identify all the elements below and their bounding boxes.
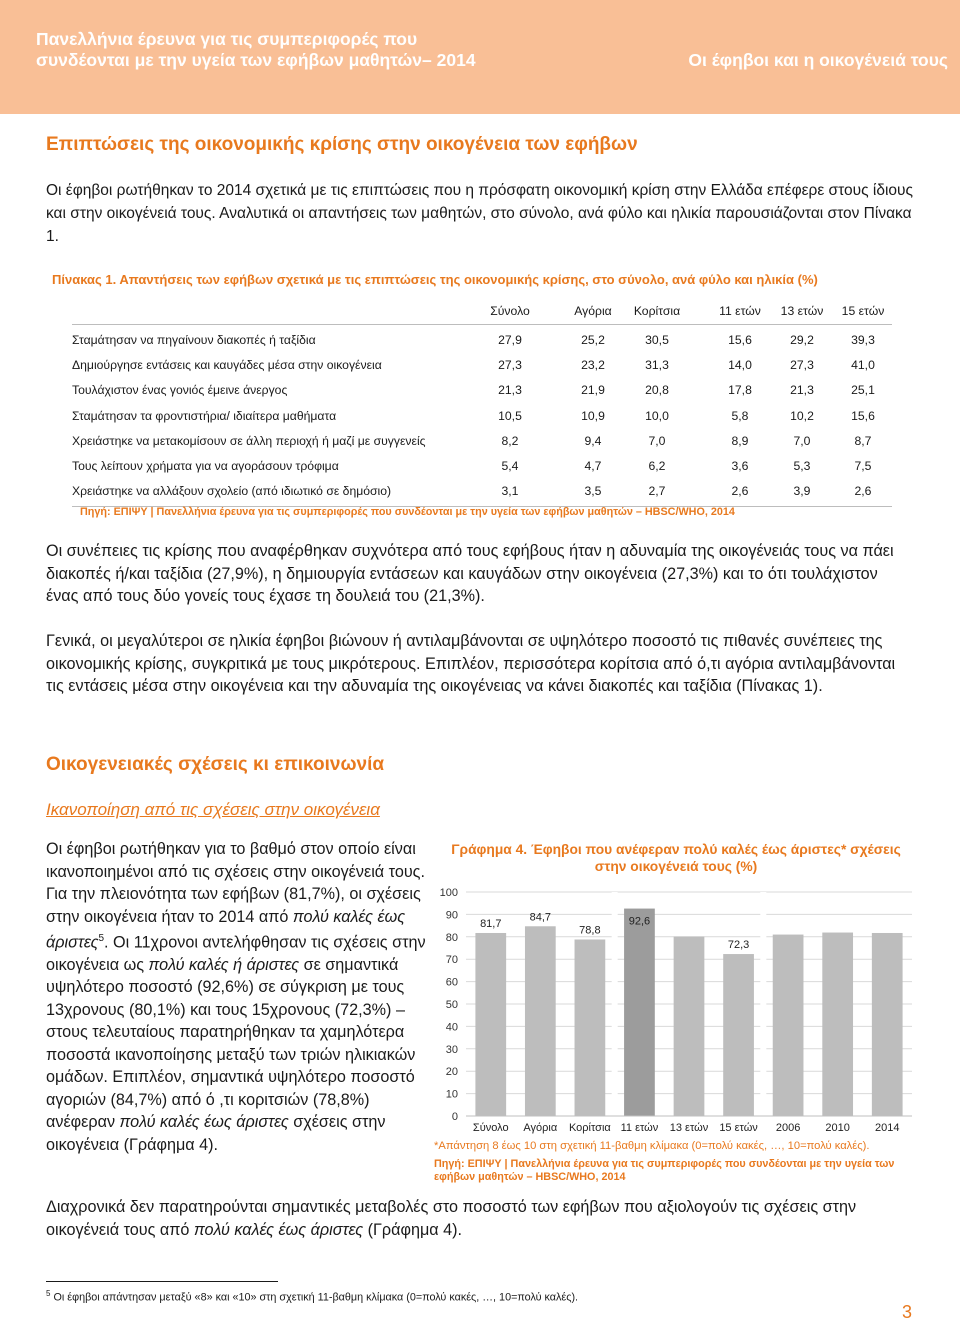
table-cell: 30,5 — [645, 333, 669, 347]
table-cell: 4,7 — [584, 459, 602, 473]
table-cell: 5,8 — [731, 408, 749, 423]
table-cell: 15,6 — [851, 408, 875, 423]
table-cell: 8,2 — [501, 433, 519, 448]
table-cell: 8,7 — [854, 433, 872, 448]
section1-intro: Οι έφηβοι ρωτήθηκαν το 2014 σχετικά με τις επιπτώσεις που η πρόσφατη οικονομική κρίση στην Ελλάδα επέφερε στους ίδιους και στην οικογένειά τους. Αναλυτικά οι απαντήσεις των μαθητών, στο σύνολο, ανά φύλο και ηλικία παρουσιάζονται στον Πίνακα 1. — [46, 182, 913, 245]
table-cell: 10,0 — [645, 408, 669, 423]
table-cell: 41,0 — [851, 358, 875, 373]
left-text-part: σε σημαντικά υψηλότερο ποσοστό (92,6%) σε σύγκριση με τους 13χρονους (80,1%) και τους 15χρονους (72,3%) – στους τελευταίους παρατηρήθηκαν τα χαμηλότερα ποσοστά ικανοποίησης μεταξύ των τριών ηλικιακών ομάδων. Επιπλέον, σημαντικά υψηλότερο ποσοστό αγοριών (84,7%) από ό ,τι κοριτσιών (78,8%) ανέφεραν — [46, 955, 416, 1132]
chart-data-label: 78,8 — [579, 924, 601, 937]
chart-x-tick-label: 15 ετών — [719, 1122, 758, 1134]
chart-bar — [674, 937, 705, 1116]
left-text-part: . Οι 11χρονοι αντελήφθησαν τις σχέσεις στην οικογένεια ως — [46, 933, 426, 974]
table-cell: 7,0 — [648, 433, 666, 448]
table-cell: 20,8 — [645, 383, 669, 398]
table-cell: 31,3 — [645, 358, 669, 373]
table-cell: 2,6 — [854, 484, 872, 499]
chart-y-tick-label: 70 — [445, 954, 458, 967]
chart-x-tick-label: 2014 — [874, 1122, 900, 1134]
chart4-note: *Απάντηση 8 έως 10 στη σχετική 11-βαθμη κλίμακα (0=πολύ κακές, …, 10=πολύ καλές). — [434, 1140, 870, 1152]
table-cell: 3,5 — [584, 484, 602, 499]
chart-bar — [872, 933, 903, 1116]
table1-divider — [72, 324, 892, 325]
page-number: 3 — [902, 1302, 913, 1322]
table-cell: 15,6 — [728, 333, 752, 347]
table-cell: 3,1 — [501, 484, 519, 499]
chart-x-tick-label: Κορίτσια — [568, 1122, 611, 1134]
chart-bar — [525, 926, 556, 1116]
table1-source: Πηγή: ΕΠΙΨΥ | Πανελλήνια έρευνα για τις συμπεριφορές που συνδέονται με την υγεία των εφήβων μαθητών – HBSC/WHO, 2014 — [80, 506, 735, 518]
chart-y-tick-label: 40 — [445, 1021, 458, 1034]
table1-header — [72, 304, 892, 324]
chart-x-tick-label: 2010 — [825, 1122, 850, 1134]
table-cell: 21,9 — [581, 383, 605, 398]
bottom-text-part: Διαχρονικά δεν παρατηρούνται σημαντικές μεταβολές στο ποσοστό των εφήβων που αξιολογούν τις σχέσεις στην οικογένειά τους από — [46, 1198, 857, 1239]
chart-bar — [723, 954, 754, 1116]
table1-caption: Πίνακας 1. Απαντήσεις των εφήβων σχετικά με τις επιπτώσεις της οικονομικής κρίσης, στο σύνολο, ανά φύλο και ηλικία (%) — [52, 272, 818, 287]
table-row-label: Χρειάστηκε να μετακομίσουν σε άλλη περιοχή ή μαζί με συγγενείς — [72, 433, 426, 448]
footnote-number: 5 — [46, 1289, 51, 1298]
chart-data-label: 92,6 — [628, 915, 651, 928]
table-cell: 3,6 — [731, 459, 749, 473]
chart-data-label: 84,7 — [529, 911, 552, 924]
left-text-part: Οι έφηβοι ρωτήθηκαν για το βαθμό στον οποίο είναι ικανοποιημένοι από τις σχέσεις στην οικογένειά τους. Για την πλειονότητα των εφήβων (81,7%), οι σχέσεις στην οικογένεια ήταν το 2014 από — [46, 840, 425, 926]
chart-bar — [773, 935, 804, 1116]
chart-x-tick-label: 13 ετών — [669, 1122, 709, 1134]
section2-left-text — [46, 838, 426, 1156]
table-cell: 17,8 — [728, 383, 752, 398]
table-cell: 6,2 — [648, 459, 666, 473]
chart-bar — [475, 933, 506, 1116]
chart-y-tick-label: 30 — [445, 1043, 458, 1056]
left-text-emphasis: πολύ καλές ή άριστες — [148, 955, 300, 974]
footnote-ref[interactable]: 5 — [98, 933, 105, 944]
body-paragraph-1: Οι συνέπειες τις κρίσης που αναφέρθηκαν συχνότερα από τους εφήβους ήταν η αδυναμία της οικογένειάς τους να πάει διακοπές ή/και ταξίδια (27,9%), η δημιουργία εντάσεων και καυγάδων στην οικογένεια (27,3%) και το ότι τουλάχιστον ένας από τους δύο γονείς τους έχασε τη δουλειά του (21,3%). — [46, 542, 894, 606]
footnote-divider — [46, 1281, 278, 1282]
bottom-text-emphasis: πολύ καλές έως άριστες — [193, 1220, 364, 1239]
chart-y-tick-label: 80 — [445, 931, 458, 944]
chart-y-tick-label: 50 — [445, 999, 458, 1011]
chart-x-tick-label: 2006 — [775, 1122, 801, 1134]
chart-data-label: 72,3 — [727, 939, 750, 952]
body-paragraph-2: Γενικά, οι μεγαλύτεροι σε ηλικία έφηβοι βιώνουν ή αντιλαμβάνονται σε υψηλότερο ποσοστό τις πιθανές συνέπειες της οικονομικής κρίσης, συγκριτικά με τους μικρότερους. Επιπλέον, περισσότερα κορίτσια από ό,τι αγόρια αντιλαμβάνονται τις εντάσεις μέσα στην οικογένεια και την αδυναμία της οικογένειας να κάνει διακοπές και ταξίδια (Πίνακας 1). — [46, 632, 896, 696]
table1-col-header: Κορίτσια — [633, 304, 681, 318]
table-cell: 29,2 — [790, 333, 814, 347]
table-row-label: Σταμάτησαν να πηγαίνουν διακοπές ή ταξίδια — [72, 333, 316, 347]
chart-y-tick-label: 90 — [445, 909, 458, 922]
table-row-label: Χρειάστηκε να αλλάξουν σχολείο (από ιδιωτικό σε δημόσιο) — [72, 484, 392, 499]
chart-y-tick-label: 0 — [451, 1111, 458, 1123]
left-text-emphasis: πολύ καλές έως άριστες — [46, 907, 406, 952]
table-cell: 21,3 — [790, 383, 814, 398]
chart-data-label: 81,7 — [480, 917, 502, 930]
table-cell: 27,9 — [498, 333, 522, 347]
table-cell: 5,3 — [793, 459, 811, 473]
table-row-label: Δημιούργησε εντάσεις και καυγάδες μέσα στην οικογένεια — [72, 358, 382, 373]
table-row — [72, 430, 892, 455]
chart-y-tick-label: 100 — [439, 887, 458, 899]
table1-col-header: Σύνολο — [490, 304, 530, 318]
left-text-emphasis: πολύ καλές έως άριστες — [119, 1113, 289, 1132]
table1-col-header: 11 ετών — [719, 304, 761, 318]
bottom-paragraph — [46, 1196, 914, 1241]
table-cell: 10,2 — [790, 408, 814, 423]
chart-y-tick-label: 60 — [445, 976, 458, 989]
table-cell: 25,1 — [851, 383, 875, 398]
table-cell: 23,2 — [581, 358, 605, 373]
chart4-svg — [432, 880, 918, 1138]
table-row — [72, 329, 892, 354]
chart4-source: Πηγή: ΕΠΙΨΥ | Πανελλήνια έρευνα για τις συμπεριφορές που συνδέονται με την υγεία των εφήβων μαθητών – HBSC/WHO, 2014 — [434, 1158, 895, 1183]
chart-y-tick-label: 20 — [445, 1066, 458, 1079]
chart-x-tick-label: Αγόρια — [523, 1122, 558, 1134]
left-text-part: σχέσεις στην οικογένεια (Γράφημα 4). — [46, 1113, 386, 1154]
table1-col-header: 15 ετών — [841, 304, 885, 318]
table1-col-header: Αγόρια — [574, 304, 612, 318]
footnote-text: Οι έφηβοι απάντησαν μεταξύ «8» και «10» στη σχετική 11-βαθμη κλίμακα (0=πολύ κακές, …, 10=πολύ καλές). — [50, 1291, 579, 1304]
chart-y-tick-label: 10 — [445, 1088, 458, 1101]
section2-subtitle-link[interactable]: Ικανοποίηση από τις σχέσεις στην οικογένεια — [46, 800, 380, 819]
table-row — [72, 405, 892, 430]
table-cell: 2,6 — [731, 484, 749, 499]
table-cell: 21,3 — [498, 383, 522, 398]
table-row-label: Τουλάχιστον ένας γονιός έμεινε άνεργος — [72, 383, 288, 398]
table-cell: 39,3 — [851, 333, 875, 347]
bottom-text-part: (Γράφημα 4). — [363, 1220, 463, 1239]
section1-title: Επιπτώσεις της οικονομικής κρίσης στην οικογένεια των εφήβων — [46, 134, 638, 155]
table-row — [72, 354, 892, 379]
table-row-label: Τους λείπουν χρήματα για να αγοράσουν τρόφιμα — [72, 459, 339, 473]
chart-bar — [624, 909, 655, 1116]
header-report-title: Πανελλήνια έρευνα για τις συμπεριφορές που συνδέονται με την υγεία των εφήβων μαθητών– 2014 — [36, 29, 476, 70]
table-cell: 7,0 — [793, 433, 811, 448]
table-cell: 27,3 — [498, 358, 522, 373]
section2-title: Οικογενειακές σχέσεις κι επικοινωνία — [46, 754, 385, 775]
chart4 — [432, 880, 918, 1138]
footnote — [46, 1289, 578, 1304]
chart-bar — [575, 939, 606, 1116]
chart-x-tick-label: 11 ετών — [620, 1122, 659, 1134]
chart-bar — [822, 933, 853, 1116]
chart-x-tick-label: Σύνολο — [472, 1122, 509, 1134]
table-cell: 3,9 — [793, 484, 811, 499]
table-cell: 10,5 — [498, 408, 522, 423]
table-cell: 10,9 — [581, 408, 605, 423]
chart4-title: Γράφημα 4. Έφηβοι που ανέφεραν πολύ καλές έως άριστες* σχέσεις στην οικογένειά τους (%) — [451, 842, 901, 874]
table-cell: 8,9 — [731, 433, 749, 448]
table-cell: 25,2 — [581, 333, 605, 347]
table-cell: 2,7 — [648, 484, 666, 499]
table-row — [72, 455, 892, 480]
header-section-title: Οι έφηβοι και η οικογένειά τους — [688, 50, 948, 70]
table-cell: 7,5 — [854, 459, 872, 473]
table-row-label: Σταμάτησαν τα φροντιστήρια/ ιδιαίτερα μαθήματα — [72, 408, 337, 423]
page-header — [0, 0, 960, 114]
table-cell: 27,3 — [790, 358, 814, 373]
table-row — [72, 480, 892, 505]
table-cell: 5,4 — [501, 459, 519, 473]
table-cell: 9,4 — [584, 433, 602, 448]
table-cell: 14,0 — [728, 358, 752, 373]
table1-col-header: 13 ετών — [780, 304, 824, 318]
table-row — [72, 379, 892, 404]
